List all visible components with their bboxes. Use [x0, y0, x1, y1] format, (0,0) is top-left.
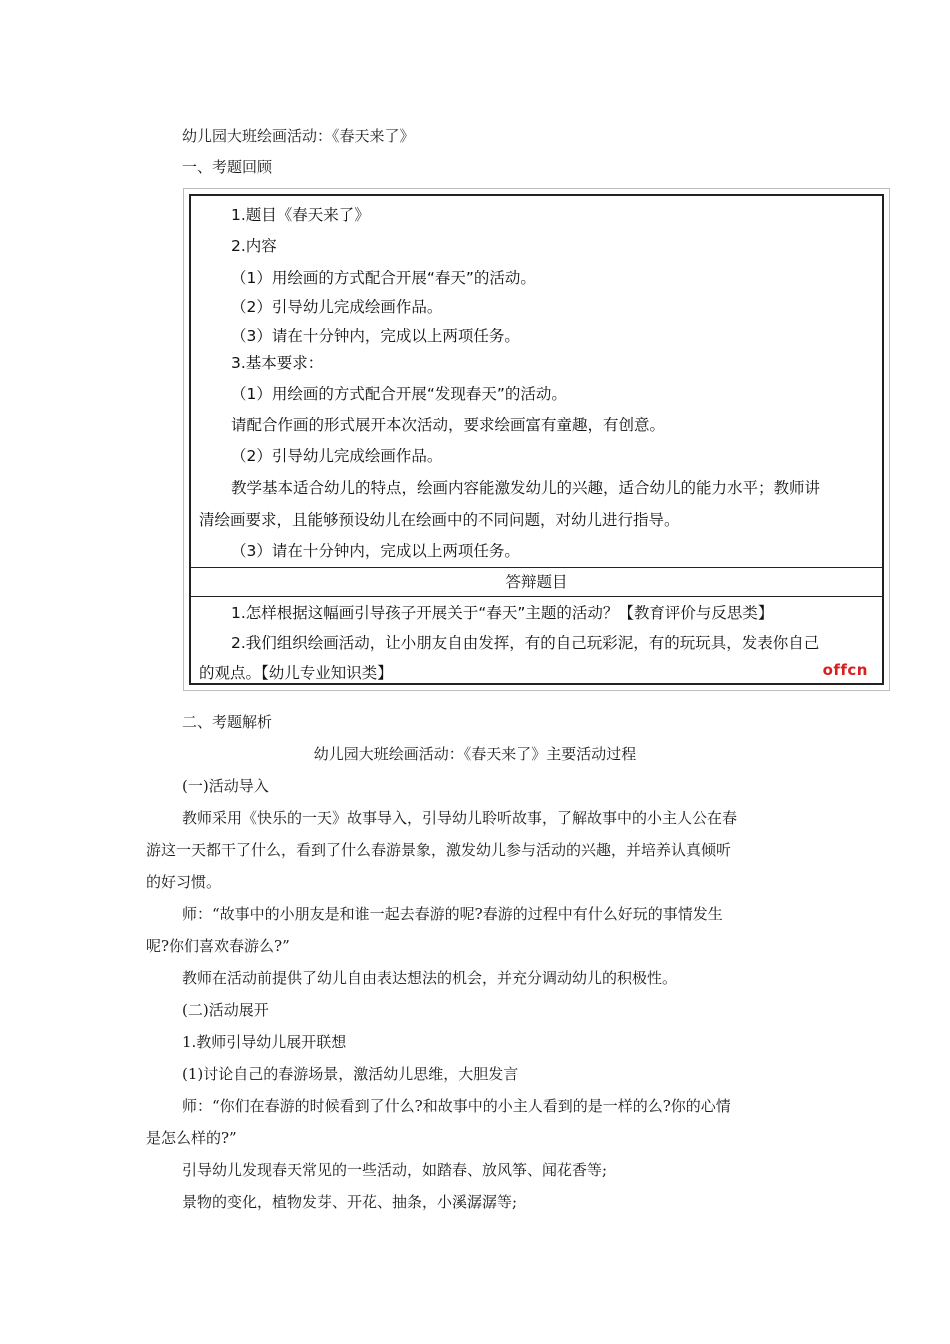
question-line: 请配合作画的形式展开本次活动，要求绘画富有童趣，有创意。 [231, 416, 666, 434]
offcn-logo: offcn [822, 661, 868, 679]
question-line: （1）用绘画的方式配合开展“春天”的活动。 [231, 269, 536, 287]
question-line: （2）引导幼儿完成绘画作品。 [231, 447, 443, 465]
question-line: 教学基本适合幼儿的特点，绘画内容能激发幼儿的兴趣，适合幼儿的能力水平；教师讲 [231, 479, 821, 497]
question-line: （3）请在十分钟内，完成以上两项任务。 [231, 327, 520, 345]
body-line: 教师在活动前提供了幼儿自由表达想法的机会，并充分调动幼儿的积极性。 [182, 969, 678, 987]
question-line: 清绘画要求，且能够预设幼儿在绘画中的不同问题，对幼儿进行指导。 [199, 511, 680, 529]
exam-question-frame [189, 194, 884, 685]
question-line: （2）引导幼儿完成绘画作品。 [231, 298, 443, 316]
section-heading-analysis: 二、考题解析 [182, 713, 273, 731]
question-line: （1）用绘画的方式配合开展“发现春天”的活动。 [231, 385, 567, 403]
body-line: 引导幼儿发现春天常见的一些活动，如踏春、放风筝、闻花香等; [182, 1161, 608, 1179]
body-line: 的好习惯。 [146, 873, 222, 891]
exam-question-box [183, 188, 890, 691]
body-line: 游这一天都干了什么，看到了什么春游景象，激发幼儿参与活动的兴趣，并培养认真倾听 [146, 841, 732, 859]
question-line: 1.题目《春天来了》 [231, 206, 370, 224]
question-line: 3.基本要求： [231, 354, 324, 372]
body-line: 师：“故事中的小朋友是和谁一起去春游的呢?春游的过程中有什么好玩的事情发生 [182, 905, 723, 923]
question-line: 2.内容 [231, 237, 277, 255]
body-line: 是怎么样的?” [146, 1129, 237, 1147]
body-line: (二)活动展开 [182, 1001, 269, 1019]
analysis-title: 幼儿园大班绘画活动：《春天来了》主要活动过程 [313, 745, 637, 763]
question-line: （3）请在十分钟内，完成以上两项任务。 [231, 542, 520, 560]
body-line: 教师采用《快乐的一天》故事导入，引导幼儿聆听故事，了解故事中的小主人公在春 [182, 809, 738, 827]
defense-line: 1.怎样根据这幅画引导孩子开展关于“春天”主题的活动？【教育评价与反思类】 [231, 604, 774, 622]
document-title: 幼儿园大班绘画活动：《春天来了》 [182, 127, 415, 145]
table-divider [191, 596, 882, 597]
defense-line: 的观点。【幼儿专业知识类】 [199, 664, 393, 682]
section-heading-review: 一、考题回顾 [182, 158, 273, 176]
defense-header: 答辩题目 [505, 573, 568, 591]
body-line: 景物的变化，植物发芽、开花、抽条，小溪潺潺等; [182, 1193, 518, 1211]
body-line: (一)活动导入 [182, 777, 269, 795]
body-line: 呢?你们喜欢春游么?” [146, 937, 290, 955]
defense-line: 2.我们组织绘画活动，让小朋友自由发挥，有的自己玩彩泥，有的玩玩具，发表你自己 [231, 634, 820, 652]
body-line: (1)讨论自己的春游场景，激活幼儿思维，大胆发言 [182, 1065, 519, 1083]
table-divider [191, 567, 882, 568]
body-line: 师：“你们在春游的时候看到了什么?和故事中的小主人看到的是一样的么?你的心情 [182, 1097, 731, 1115]
body-line: 1.教师引导幼儿展开联想 [182, 1033, 347, 1051]
